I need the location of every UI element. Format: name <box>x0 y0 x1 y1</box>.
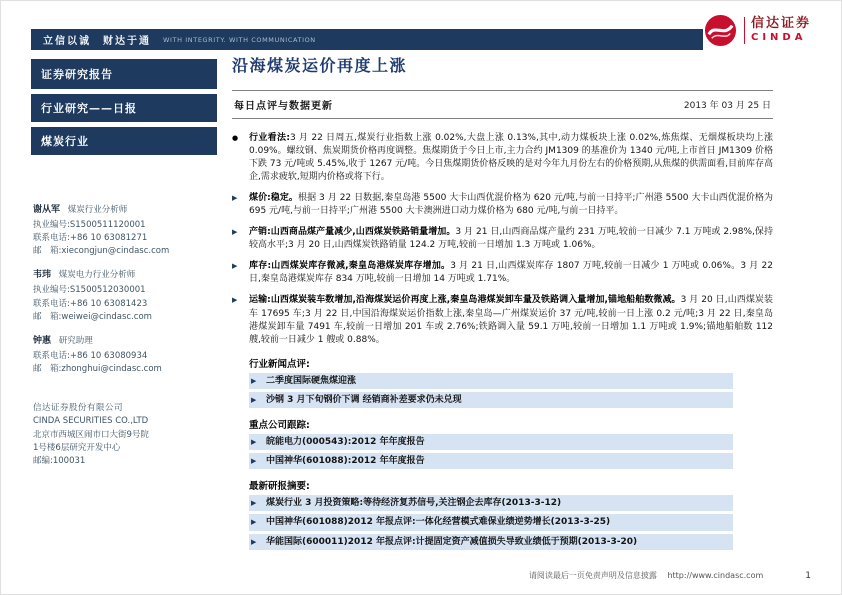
reports-section-header: 最新研报摘要: <box>249 481 310 493</box>
news-section <box>232 356 773 408</box>
paragraph-text-block <box>249 226 773 252</box>
news-item <box>249 392 733 408</box>
arrow-bullet-icon: ▶ <box>232 194 238 203</box>
analyst-id-line: 执业编号:S1500511120001 <box>33 219 146 230</box>
company-address-line1: 北京市西城区闹市口大街9号院 <box>33 429 149 440</box>
main-content <box>232 53 773 553</box>
slogan-cn: 立信以诚 财达于通 <box>43 36 151 47</box>
sidebar-box-report-type: 证券研究报告 <box>31 59 217 89</box>
company-name-cn: 信达证券股份有限公司 <box>33 403 124 414</box>
analyst-email-line: 邮 箱:xiecongjun@cindasc.com <box>33 246 170 257</box>
paragraph-text-block <box>249 294 773 346</box>
analyst-email-line: 邮 箱:zhonghui@cindasc.com <box>33 364 162 375</box>
paragraph-text: 3 月 20 日,山西煤炭装车 17695 车;3 月 22 日,中国沿海煤炭运价指数上涨,秦皇岛—广州煤炭运价 37 元/吨,较前一日上涨 0.2 元/吨;3 月 22 日,秦皇岛港煤炭卸车量 7491 车,较前一日增加 201 车或 2.76%;铁路调入量 59.1 万吨,较前一日增加 1.1 万吨或 1.9%;锚地船舶数 112 艘,较前一日减少 1 艘或 0.88%。 <box>249 295 773 345</box>
paragraph-text-block <box>249 132 773 184</box>
dot-bullet-icon: ● <box>232 134 239 142</box>
report-title: 沿海煤炭运价再度上涨 <box>232 56 408 75</box>
research-note-item <box>249 495 733 511</box>
arrow-bullet-icon: ▶ <box>232 296 238 305</box>
analyst-title: 煤炭电力行业分析师 <box>58 270 136 281</box>
sidebar-box-research-type: 行业研究——日报 <box>31 94 217 122</box>
sidebar-info <box>33 204 221 468</box>
arrow-bullet-icon: ▶ <box>251 499 257 508</box>
company-zip: 邮编:100031 <box>33 455 86 466</box>
cinda-logo <box>704 14 811 47</box>
paragraph-text: 根据 3 月 22 日数据,秦皇岛港 5500 大卡山西优混价格为 620 元/吨,与前一日持平;广州港 5500 大卡山西优混价格为 695 元/吨,与前一日持平;广州港 5500 大卡澳洲进口动力煤价格为 680 元/吨,与前一日持平。 <box>249 193 773 217</box>
report-subtitle: 每日点评与数据更新 <box>234 101 333 112</box>
analyst-phone-line: 联系电话:+86 10 63081423 <box>33 298 148 309</box>
paragraph-text-block <box>249 260 773 286</box>
top-slogan-bar <box>31 29 703 50</box>
research-note-item <box>249 514 733 530</box>
analyst-phone-line: 联系电话:+86 10 63081271 <box>33 233 148 244</box>
paragraph-label: 库存:山西煤炭库存微减,秦皇岛港煤炭库存增加。 <box>249 261 451 272</box>
report-body <box>232 132 773 550</box>
analyst-block-2 <box>33 269 221 323</box>
paragraph-label: 产销:山西商品煤产量减少,山西煤炭铁路销量增加。 <box>249 227 456 238</box>
research-note-text: 中国神华(601088)2012 年报点评:一体化经营模式难保业绩逆势增长(2013-3-25) <box>266 517 611 528</box>
arrow-bullet-icon: ▶ <box>251 457 257 466</box>
paragraph-label: 煤价:稳定。 <box>249 193 298 204</box>
paragraph-text: 3 月 21 日,山西煤炭库存 1807 万吨,较前一日减少 1 万吨或 0.06%。3 月 22 日,秦皇岛港煤炭库存 834 万吨,较前一日增加 14 万吨或 1.71%。 <box>249 261 773 285</box>
paragraph-label: 行业看法: <box>249 133 290 143</box>
news-item-text: 沙钢 3 月下旬钢价下调 经销商补差要求仍未兑现 <box>266 394 462 405</box>
news-section-header: 行业新闻点评: <box>249 358 310 370</box>
companies-section <box>232 417 773 469</box>
analyst-phone-line: 联系电话:+86 10 63080934 <box>33 350 148 361</box>
reports-section <box>232 478 773 549</box>
analyst-head <box>33 269 221 283</box>
footer-disclaimer-text: 请阅读最后一页免责声明及信息披露 <box>528 571 657 580</box>
arrow-bullet-icon: ▶ <box>251 537 257 546</box>
arrow-bullet-icon: ▶ <box>232 228 238 237</box>
company-item-text: 中国神华(601088):2012 年年度报告 <box>266 456 425 467</box>
company-info <box>33 402 221 468</box>
paragraph-production-sales <box>232 226 773 252</box>
paragraph-industry-view <box>232 132 773 184</box>
analyst-name: 韦玮 <box>33 270 52 281</box>
analyst-title: 研究助理 <box>58 335 93 346</box>
company-item <box>249 434 733 450</box>
paragraph-coal-price <box>232 192 773 218</box>
news-item-text: 二季度国际硬焦煤迎涨 <box>266 375 357 386</box>
logo-text <box>744 17 811 43</box>
subtitle-row <box>232 90 773 119</box>
footer-disclaimer <box>529 570 763 581</box>
logo-name-en: CINDA <box>750 32 807 44</box>
analyst-id-line: 执业编号:S1500512030001 <box>33 285 146 296</box>
analyst-block-3 <box>33 335 221 376</box>
analyst-name: 钟惠 <box>33 335 52 346</box>
company-address-line2: 1号楼6层研究开发中心 <box>33 442 121 453</box>
news-item <box>249 373 733 389</box>
analyst-head <box>33 335 221 349</box>
analyst-head <box>33 204 221 218</box>
analyst-title: 煤炭行业分析师 <box>67 205 128 215</box>
footer-url-link[interactable]: http://www.cindasc.com <box>667 571 764 580</box>
sidebar-box-industry: 煤炭行业 <box>31 127 217 155</box>
arrow-bullet-icon: ▶ <box>251 376 257 385</box>
paragraph-inventory <box>232 260 773 286</box>
slogan-en: WITH INTEGRITY. WITH COMMUNICATION <box>163 35 316 44</box>
arrow-bullet-icon: ▶ <box>251 395 257 404</box>
paragraph-text-block <box>249 192 773 218</box>
arrow-bullet-icon: ▶ <box>232 262 238 271</box>
analyst-email-line: 邮 箱:weiwei@cindasc.com <box>33 311 152 322</box>
analyst-block-1 <box>33 204 221 258</box>
paragraph-text: 3 月 22 日周五,煤炭行业指数上涨 0.02%,大盘上涨 0.13%,其中,动力煤板块上涨 0.02%,炼焦煤、无烟煤板块均上涨 0.09%。螺纹钢、焦炭期货价格再度调整。焦煤期货于今日上市,主力合约 JM1309 的基准价为 1340 元/吨,上市首日 JM1309 价格下跌 73 元/吨或 5.45%,收于 1267 元/吨。今日焦煤期货价格反映的是对今年九月份左右的价格预期,从焦煤的供需面看,目前库存高企,需求疲软,短期内价格或将下行。 <box>249 133 773 183</box>
paragraph-text: 3 月 21 日,山西商品煤产量约 231 万吨,较前一日减少 7.1 万吨或 2.98%,保持较高水平;3 月 20 日,山西煤炭铁路销量 124.2 万吨,较前一日增加 1.3 万吨或 1.06%。 <box>249 227 773 251</box>
research-note-text: 华能国际(600011)2012 年报点评:计提固定资产减值损失导致业绩低于预期(2013-3-20) <box>266 536 638 547</box>
company-item-text: 皖能电力(000543):2012 年年度报告 <box>266 436 425 447</box>
paragraph-label: 运输:山西煤炭装车数增加,沿海煤炭运价再度上涨,秦皇岛港煤炭卸车量及铁路调入量增加,锚地船舶数微减。 <box>249 295 681 306</box>
logo-name-cn: 信达证券 <box>750 16 811 32</box>
research-note-text: 煤炭行业 3 月投资策略:等待经济复苏信号,关注钢企去库存(2013-3-12) <box>266 498 562 509</box>
analyst-name: 谢从军 <box>33 205 61 215</box>
report-date: 2013 年 03 月 25 日 <box>683 101 771 111</box>
page-footer <box>529 570 811 581</box>
paragraph-transport <box>232 294 773 346</box>
company-item <box>249 453 733 469</box>
research-note-item <box>249 534 733 550</box>
page-number: 1 <box>805 571 811 581</box>
arrow-bullet-icon: ▶ <box>251 518 257 527</box>
companies-section-header: 重点公司跟踪: <box>249 419 310 431</box>
arrow-bullet-icon: ▶ <box>251 437 257 446</box>
company-name-en: CINDA SECURITIES CO.,LTD <box>33 416 149 427</box>
cinda-emblem-icon <box>704 14 737 47</box>
